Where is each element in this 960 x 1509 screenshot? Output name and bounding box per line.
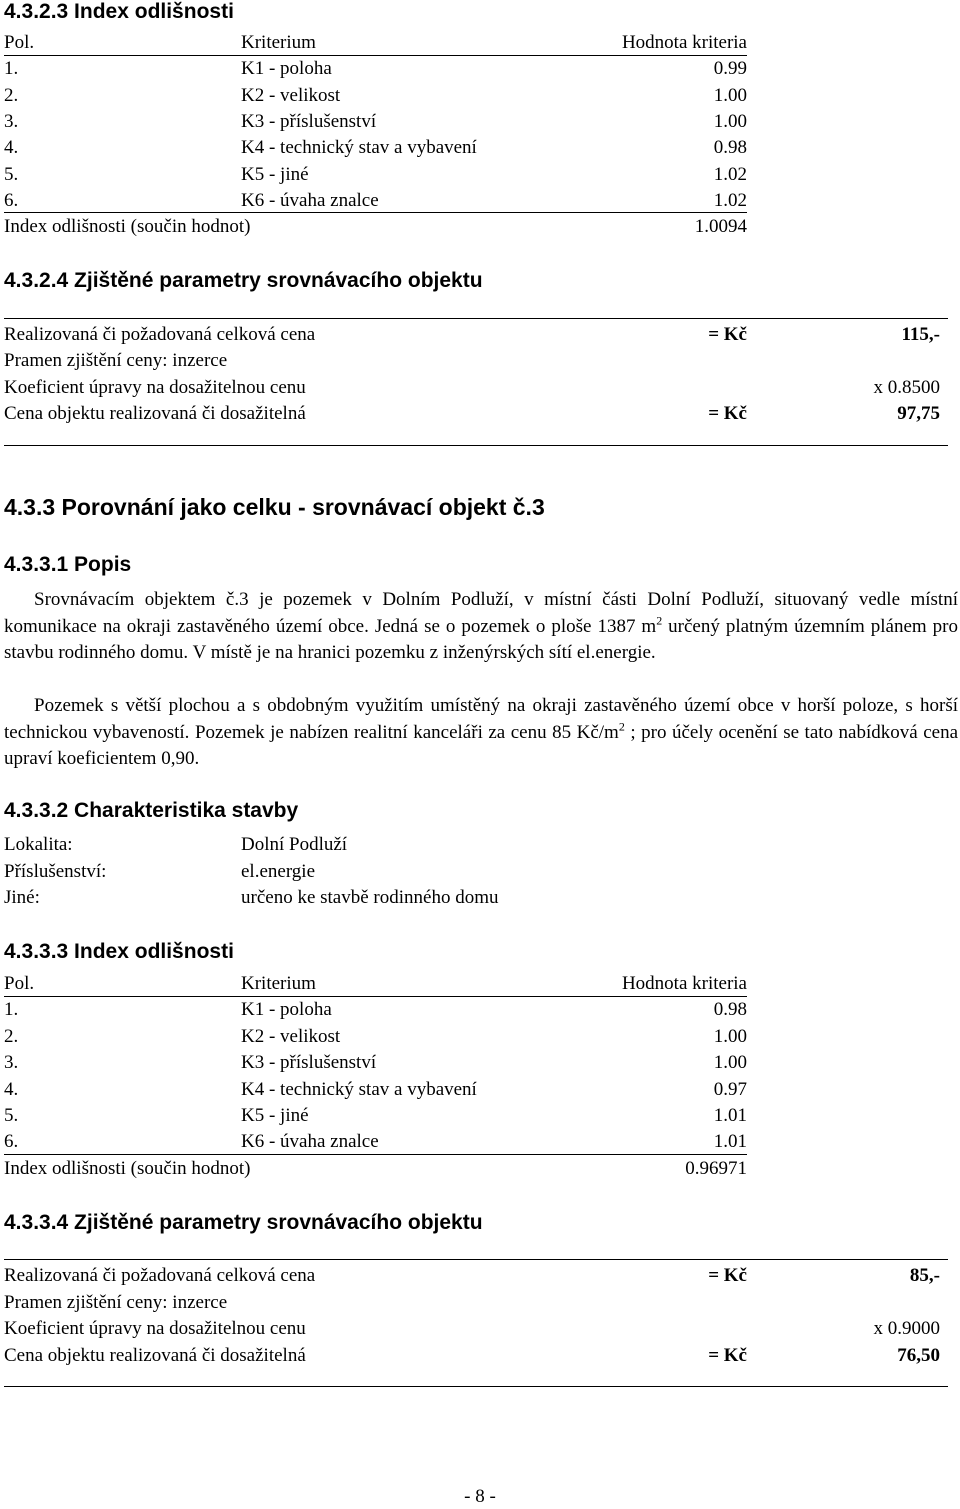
table-cell: K3 - příslušenství [241,111,377,132]
col-header-hodnota: Hodnota kriteria [621,973,747,994]
table-total-value: 0.96971 [685,1158,747,1179]
description-paragraph [4,587,958,667]
table-cell: K1 - poloha [241,999,332,1020]
table-cell: 1.00 [713,1026,747,1047]
param-label: Pramen zjištění ceny: inzerce [4,350,228,371]
param-label: Realizovaná či požadovaná celková cena [4,1265,316,1286]
table-total-rule [4,212,747,213]
section-heading: 4.3.2.4 Zjištěné parametry srovnávacího objektu [4,269,483,292]
chapter-heading: 4.3.3 Porovnání jako celku - srovnávací objekt č.3 [4,494,545,520]
table-cell: 2. [4,85,19,106]
table-header-rule [4,996,747,997]
table-cell: 6. [4,1131,19,1152]
param-value: x 0.8500 [873,377,940,398]
superscript: 2 [618,719,625,734]
param-label: Cena objektu realizovaná či dosažitelná [4,403,306,424]
table-cell: K4 - technický stav a vybavení [241,137,477,158]
table-cell: 0.97 [713,1079,747,1100]
section-heading: 4.3.2.3 Index odlišnosti [4,0,234,23]
table-cell: 1.02 [713,164,747,185]
param-label: Koeficient úpravy na dosažitelnou cenu [4,377,306,398]
table-cell: 6. [4,190,19,211]
table-cell: 0.98 [713,137,747,158]
table-total-rule [4,1154,747,1155]
paragraph-text: ; pro účely ocenění se tato nabídková cena upraví koeficientem 0,90. [4,721,958,769]
table-cell: K2 - velikost [241,85,341,106]
table-cell: 3. [4,1052,19,1073]
param-value: 115,- [901,324,940,345]
param-value: 85,- [909,1265,940,1286]
table-cell: K5 - jiné [241,164,309,185]
table-total-value: 1.0094 [694,216,747,237]
table-cell: 0.99 [713,58,747,79]
col-header-pol: Pol. [4,973,35,994]
table-cell: 1.00 [713,111,747,132]
params-top-rule [4,1259,948,1260]
param-value: x 0.9000 [873,1318,940,1339]
characteristic-value: Dolní Podluží [241,834,348,855]
params-bottom-rule [4,445,948,446]
table-cell: 0.98 [713,999,747,1020]
superscript: 2 [656,613,663,628]
table-cell: 1.01 [713,1131,747,1152]
col-header-kriterium: Kriterium [241,973,316,994]
table-cell: 1. [4,999,19,1020]
table-cell: K1 - poloha [241,58,332,79]
table-cell: K6 - úvaha znalce [241,190,379,211]
subsection-heading: 4.3.3.4 Zjištěné parametry srovnávacího objektu [4,1211,483,1234]
table-cell: 4. [4,1079,19,1100]
characteristic-label: Příslušenství: [4,861,107,882]
table-cell: 3. [4,111,19,132]
table-cell: K4 - technický stav a vybavení [241,1079,477,1100]
table-cell: 5. [4,1105,19,1126]
param-unit: = Kč [708,403,747,424]
description-paragraph [4,693,958,773]
table-cell: 1. [4,58,19,79]
param-unit: = Kč [708,324,747,345]
table-cell: 2. [4,1026,19,1047]
param-unit: = Kč [708,1345,747,1366]
col-header-hodnota: Hodnota kriteria [621,32,747,53]
characteristic-label: Lokalita: [4,834,73,855]
table-cell: 1.01 [713,1105,747,1126]
subsection-heading: 4.3.3.2 Charakteristika stavby [4,799,299,822]
subsection-heading: 4.3.3.1 Popis [4,553,132,576]
subsection-heading: 4.3.3.3 Index odlišnosti [4,940,234,963]
table-cell: 1.02 [713,190,747,211]
table-cell: 4. [4,137,19,158]
table-cell: 1.00 [713,1052,747,1073]
paragraph-text: Srovnávacím objektem č.3 je pozemek v Dolním Podluží, v místní části Dolní Podluží, situovaný vedle místní komunikace na okraji zastavěného území obce. Jedná se o pozemek o ploše 1387 m [4,589,958,637]
table-cell: 1.00 [713,85,747,106]
characteristic-value: el.energie [241,861,316,882]
table-cell: K5 - jiné [241,1105,309,1126]
table-cell: 5. [4,164,19,185]
param-label: Pramen zjištění ceny: inzerce [4,1292,228,1313]
characteristic-label: Jiné: [4,887,40,908]
param-label: Cena objektu realizovaná či dosažitelná [4,1345,306,1366]
param-value: 76,50 [897,1345,940,1366]
paragraph-text: určený platným územním plánem pro stavbu rodinného domu. V místě je na hranici pozemku z inženýrských sítí el.energie. [4,615,958,663]
table-cell: K6 - úvaha znalce [241,1131,379,1152]
table-header-rule [4,55,747,56]
table-total-label: Index odlišnosti (součin hodnot) [4,1158,251,1179]
page-number: - 8 - [464,1486,496,1507]
col-header-pol: Pol. [4,32,35,53]
params-top-rule [4,318,948,319]
table-cell: K3 - příslušenství [241,1052,377,1073]
param-label: Realizovaná či požadovaná celková cena [4,324,316,345]
paragraph-text: Pozemek s větší plochou a s obdobným využitím umístěný na okraji zastavěného území obce v horší poloze, s horší technickou vybaveností. Pozemek je nabízen realitní kanceláři za cenu 85 Kč/m [4,695,958,743]
table-total-label: Index odlišnosti (součin hodnot) [4,216,251,237]
characteristic-value: určeno ke stavbě rodinného domu [241,887,499,908]
param-value: 97,75 [897,403,940,424]
table-cell: K2 - velikost [241,1026,341,1047]
param-unit: = Kč [708,1265,747,1286]
params-bottom-rule [4,1386,948,1387]
param-label: Koeficient úpravy na dosažitelnou cenu [4,1318,306,1339]
col-header-kriterium: Kriterium [241,32,316,53]
